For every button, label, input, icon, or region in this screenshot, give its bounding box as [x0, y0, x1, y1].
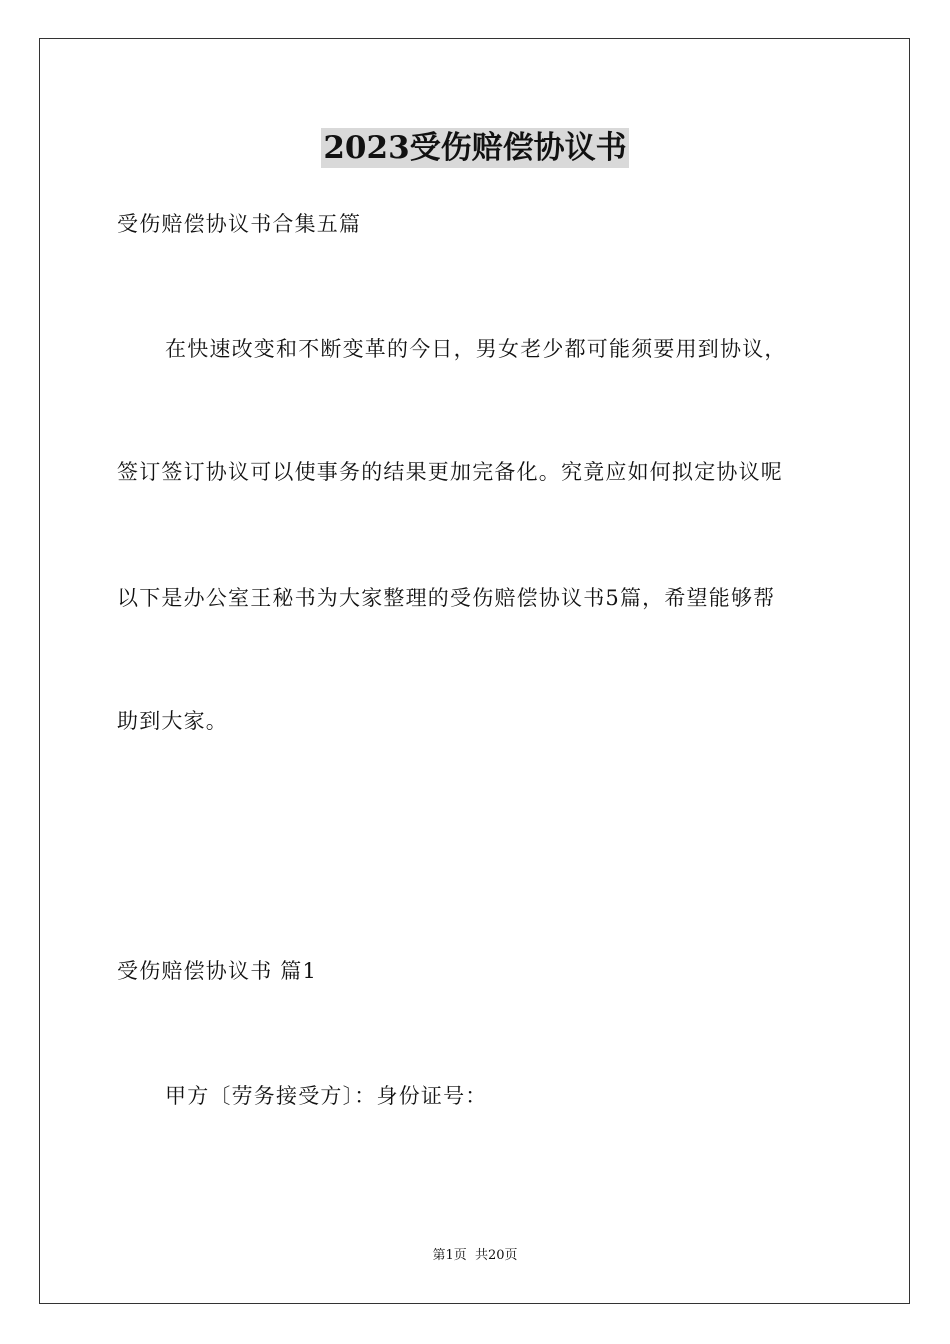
page-total: 共20页 [474, 1248, 518, 1263]
title-container [0, 128, 950, 168]
section-heading: 受伤赔偿协议书 篇1 [117, 959, 318, 983]
document-subtitle: 受伤赔偿协议书合集五篇 [117, 212, 362, 236]
page-footer [0, 1247, 950, 1265]
paragraph-line: 签订签订协议可以使事务的结果更加完备化。究竟应如何拟定协议呢 [117, 460, 783, 484]
page-number: 第1页 [432, 1248, 467, 1263]
party-a-line: 甲方〔劳务接受方〕：身份证号： [165, 1084, 488, 1108]
paragraph-line: 以下是办公室王秘书为大家整理的受伤赔偿协议书5篇，希望能够帮 [117, 586, 776, 610]
document-title: 2023受伤赔偿协议书 [323, 130, 627, 166]
paragraph-line: 助到大家。 [117, 709, 228, 733]
paragraph-line: 在快速改变和不断变革的今日，男女老少都可能须要用到协议， [165, 337, 787, 361]
